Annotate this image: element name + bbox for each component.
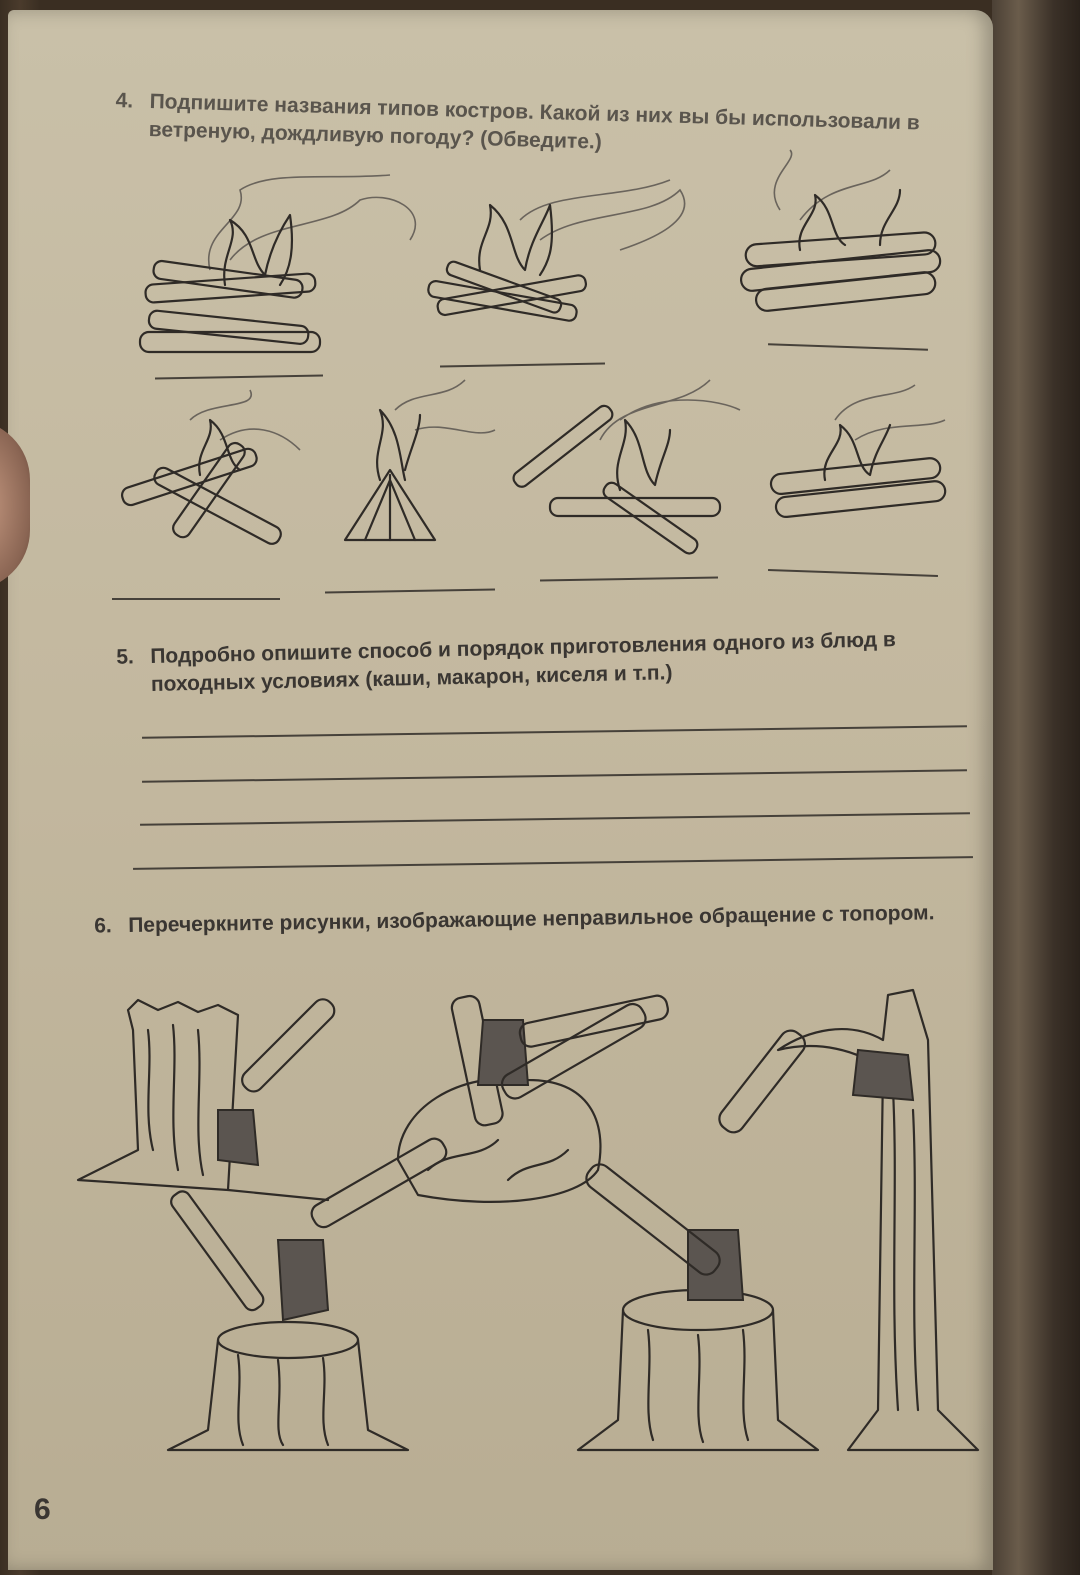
fire-drawings-row-2 xyxy=(110,380,960,580)
answer-line[interactable] xyxy=(112,598,280,600)
question-text: Подпишите названия типов костров. Какой из них вы бы использовали в ветреную, дождливую погоду? (Обведите.) xyxy=(148,89,921,154)
campfire-icon xyxy=(427,180,684,322)
question-number: 4. xyxy=(115,89,134,113)
campfire-icon xyxy=(770,385,946,518)
campfire-icon xyxy=(740,150,941,312)
tree-with-axe-drawing xyxy=(78,995,338,1200)
rock-with-axe-drawing xyxy=(398,994,670,1202)
stump-with-axe-drawing xyxy=(168,1135,450,1450)
campfire-icon xyxy=(120,390,300,547)
question-number: 5. xyxy=(116,645,135,669)
stump-with-axe-drawing xyxy=(578,1160,818,1450)
tree-with-axe-drawing xyxy=(715,990,978,1450)
question-text: Перечеркните рисунки, изображающие неправильное обращение с топором. xyxy=(128,901,935,937)
page-number: 6 xyxy=(34,1493,51,1526)
campfire-icon xyxy=(511,380,740,556)
book-edge xyxy=(992,0,1080,1575)
axe-drawings xyxy=(78,990,978,1470)
question-number: 6. xyxy=(94,914,112,938)
question-text: Подробно опишите способ и порядок приготовления одного из блюд в походных условиях (каши, макарон, киселя и т.п.) xyxy=(150,628,897,696)
campfire-icon xyxy=(140,175,415,352)
campfire-icon xyxy=(345,380,495,540)
